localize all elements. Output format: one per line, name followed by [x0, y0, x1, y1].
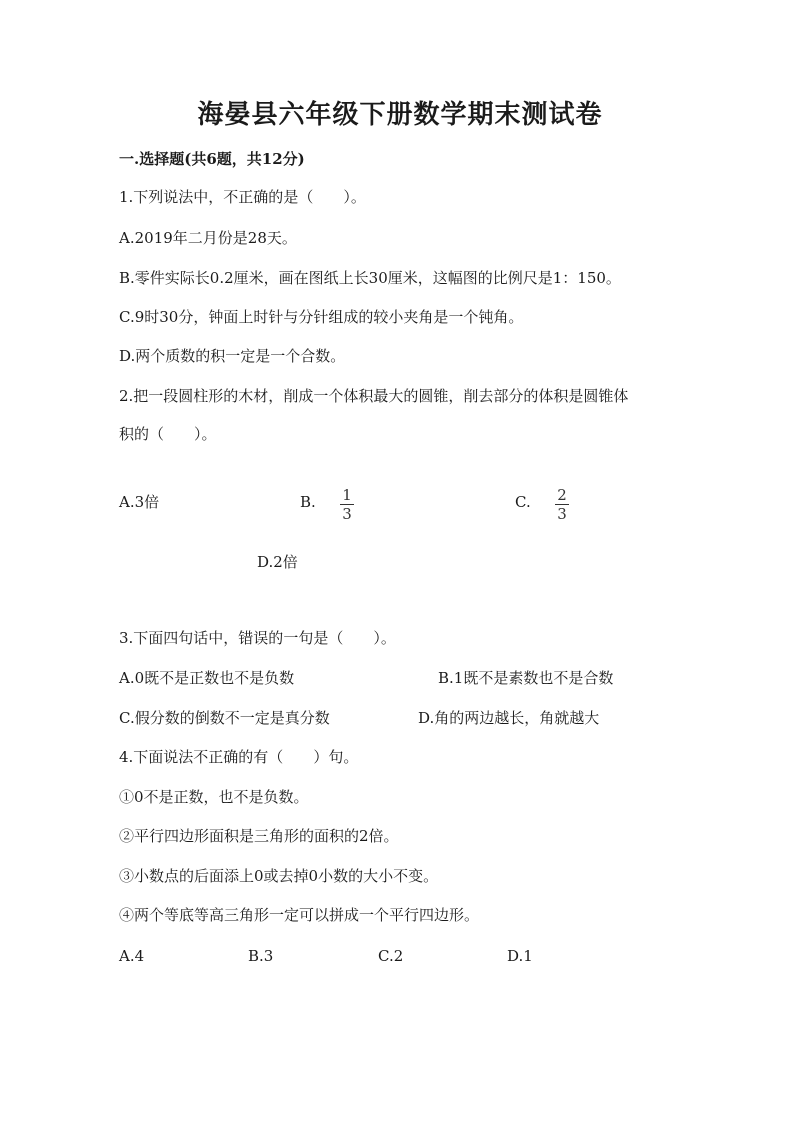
q4-option-d[interactable]: D.1	[507, 947, 533, 965]
q4-option-b[interactable]: B.3	[248, 947, 274, 965]
q2-option-c-label[interactable]: C.	[515, 493, 531, 511]
q2-option-c-denominator: 3	[557, 505, 567, 523]
q3-option-a[interactable]: A.0既不是正数也不是负数	[119, 669, 295, 687]
q1-option-d[interactable]: D.两个质数的积一定是一个合数。	[119, 347, 346, 365]
q4-statement-2: ②平行四边形面积是三角形的面积的2倍。	[119, 827, 399, 845]
q4-option-c[interactable]: C.2	[378, 947, 404, 965]
q2-option-a[interactable]: A.3倍	[119, 493, 160, 511]
q4-statement-1: ①0不是正数，也不是负数。	[119, 788, 309, 806]
q2-option-b-numerator: 1	[342, 486, 352, 504]
q3-option-b[interactable]: B.1既不是素数也不是合数	[438, 669, 614, 687]
q4-option-a[interactable]: A.4	[119, 947, 145, 965]
q3-option-d[interactable]: D.角的两边越长，角就越大	[418, 709, 600, 727]
q2-stem-line2: 积的（ ）。	[119, 425, 217, 443]
q2-option-c-numerator: 2	[557, 486, 567, 504]
q4-stem: 4.下面说法不正确的有（ ）句。	[119, 748, 359, 766]
section-heading: 一.选择题(共6题，共12分)	[119, 150, 305, 168]
q4-statement-3: ③小数点的后面添上0或去掉0小数的大小不变。	[119, 867, 439, 885]
q3-stem: 3.下面四句话中，错误的一句是（ ）。	[119, 629, 396, 647]
q2-option-c-fraction[interactable]	[553, 487, 571, 522]
q2-stem-line1: 2.把一段圆柱形的木材，削成一个体积最大的圆锥，削去部分的体积是圆锥体	[119, 387, 629, 405]
q2-option-b-fraction[interactable]	[338, 487, 356, 522]
q2-option-b-label[interactable]: B.	[300, 493, 316, 511]
q1-option-b[interactable]: B.零件实际长0.2厘米，画在图纸上长30厘米，这幅图的比例尺是1：150。	[119, 269, 621, 287]
q1-option-c[interactable]: C.9时30分，钟面上时针与分针组成的较小夹角是一个钝角。	[119, 308, 524, 326]
q2-option-d[interactable]: D.2倍	[257, 553, 298, 571]
q4-statement-4: ④两个等底等高三角形一定可以拼成一个平行四边形。	[119, 906, 480, 924]
page-title: 海晏县六年级下册数学期末测试卷	[197, 100, 603, 130]
q1-option-a[interactable]: A.2019年二月份是28天。	[119, 229, 297, 247]
q1-stem: 1.下列说法中，不正确的是（ ）。	[119, 188, 366, 206]
q3-option-c[interactable]: C.假分数的倒数不一定是真分数	[119, 709, 330, 727]
q2-option-b-denominator: 3	[342, 505, 352, 523]
